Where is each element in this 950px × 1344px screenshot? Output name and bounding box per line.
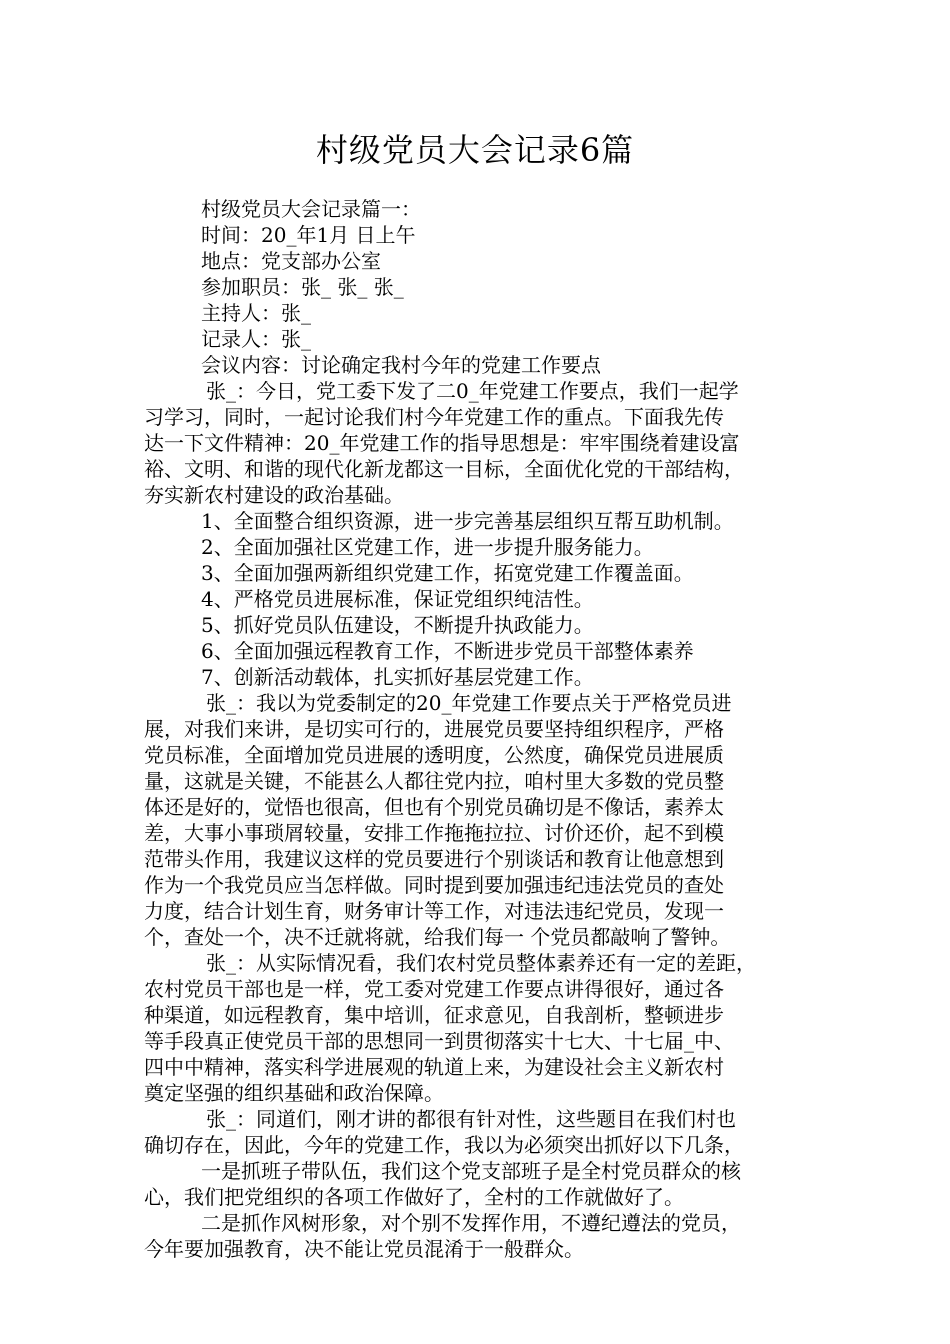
text-line: 差，大事小事琐屑较量，安排工作拖拖拉拉、讨价还价，起不到模 [144, 821, 724, 845]
text-line: 3、全面加强两新组织党建工作，拓宽党建工作覆盖面。 [201, 561, 694, 585]
document-body [144, 196, 816, 1262]
text-line: 四中中精神，落实科学进展观的轨道上来，为建设社会主义新农村 [144, 1055, 724, 1079]
text-line: 奠定坚强的组织基础和政治保障。 [144, 1081, 444, 1105]
text-line: 张_：从实际情况看，我们农村党员整体素养还有一定的差距， [206, 951, 756, 975]
text-line: 村级党员大会记录篇一： [201, 197, 421, 221]
text-line: 7、创新活动载体，扎实抓好基层党建工作。 [201, 665, 594, 689]
text-line: 确切存在，因此，今年的党建工作，我以为必须突出抓好以下几条， [144, 1133, 744, 1157]
text-line: 时间：20_年1月 日上午 [201, 223, 416, 247]
text-line: 4、严格党员进展标准，保证党组织纯洁性。 [201, 587, 594, 611]
text-line: 6、全面加强远程教育工作，不断进步党员干部整体素养 [201, 639, 694, 663]
text-line: 会议内容：讨论确定我村今年的党建工作要点 [201, 353, 601, 377]
text-line: 5、抓好党员队伍建设，不断提升执政能力。 [201, 613, 594, 637]
text-line: 2、全面加强社区党建工作，进一步提升服务能力。 [201, 535, 654, 559]
text-line: 作为一个我党员应当怎样做。同时提到要加强违纪违法党员的查处 [144, 873, 724, 897]
text-line: 等手段真正使党员干部的思想同一到贯彻落实十七大、十七届_中、 [144, 1029, 734, 1053]
text-line: 一是抓班子带队伍，我们这个党支部班子是全村党员群众的核 [201, 1159, 741, 1183]
text-line: 农村党员干部也是一样，党工委对党建工作要点讲得很好，通过各 [144, 977, 724, 1001]
text-line: 二是抓作风树形象，对个别不发挥作用，不遵纪遵法的党员， [201, 1211, 741, 1235]
text-line: 量，这就是关键，不能甚么人都往党内拉，咱村里大多数的党员整 [144, 769, 724, 793]
text-line: 个，查处一个，决不迁就将就，给我们每一 个党员都敲响了警钟。 [144, 925, 731, 949]
text-line: 主持人：张_ [201, 301, 311, 325]
text-line: 今年要加强教育，决不能让党员混淆于一般群众。 [144, 1237, 584, 1261]
text-line: 范带头作用，我建议这样的党员要进行个别谈话和教育让他意想到 [144, 847, 724, 871]
text-line: 张_：今日，党工委下发了二0_年党建工作要点，我们一起学 [206, 379, 739, 403]
text-line: 习学习，同时，一起讨论我们村今年党建工作的重点。下面我先传 [144, 405, 724, 429]
text-line: 1、全面整合组织资源，进一步完善基层组织互帮互助机制。 [201, 509, 734, 533]
text-line: 地点：党支部办公室 [201, 249, 381, 273]
text-line: 种渠道，如远程教育，集中培训，征求意见，自我剖析，整顿进步 [144, 1003, 724, 1027]
text-line: 张_：同道们，刚才讲的都很有针对性，这些题目在我们村也 [206, 1107, 736, 1131]
text-line: 力度，结合计划生育，财务审计等工作，对违法违纪党员，发现一 [144, 899, 724, 923]
text-line: 党员标准，全面增加党员进展的透明度，公然度，确保党员进展质 [144, 743, 724, 767]
text-line: 张_：我以为党委制定的20_年党建工作要点关于严格党员进 [206, 691, 732, 715]
text-line: 裕、文明、和谐的现代化新龙都这一目标，全面优化党的干部结构， [144, 457, 744, 481]
text-line: 参加职员：张_ 张_ 张_ [201, 275, 404, 299]
text-line: 达一下文件精神：20_年党建工作的指导思想是：牢牢围绕着建设富 [144, 431, 740, 455]
page-title: 村级党员大会记录6篇 [315, 131, 635, 169]
text-line: 体还是好的，觉悟也很高，但也有个别党员确切是不像话，素养太 [144, 795, 724, 819]
text-line: 记录人：张_ [201, 327, 311, 351]
text-line: 夯实新农村建设的政治基础。 [144, 483, 404, 507]
text-line: 心，我们把党组织的各项工作做好了，全村的工作就做好了。 [144, 1185, 684, 1209]
text-line: 展，对我们来讲，是切实可行的，进展党员要坚持组织程序，严格 [144, 717, 724, 741]
